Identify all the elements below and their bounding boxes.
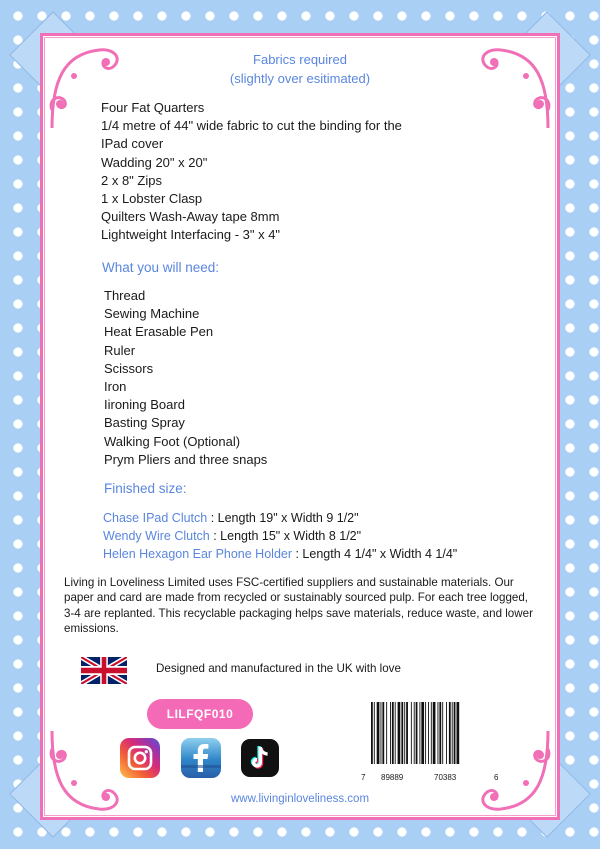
barcode-bar [390, 702, 391, 764]
barcode-bar [457, 702, 460, 764]
product-size: : Length 4 1/4" x Width 4 1/4" [292, 547, 458, 561]
list-item: Scissors [104, 360, 154, 376]
website-link[interactable]: www.livinginloveliness.com [230, 793, 370, 805]
list-item: 1/4 metre of 44" wide fabric to cut the binding for the [101, 118, 402, 134]
list-item: 2 x 8" Zips [101, 172, 162, 188]
need-heading: What you will need: [102, 260, 220, 275]
instagram-icon[interactable] [120, 738, 160, 778]
tiktok-icon[interactable] [241, 739, 279, 777]
barcode-digits: 70383 [434, 773, 457, 782]
barcode-bar [416, 702, 418, 764]
fabrics-subheading: (slightly over esitimated) [229, 71, 371, 86]
product-name: Chase IPad Clutch [103, 511, 208, 525]
barcode-bar [386, 702, 387, 764]
list-item: Heat Erasable Pen [104, 324, 214, 340]
need-list [104, 287, 267, 469]
barcode-bar [398, 702, 401, 764]
product-size: : Length 15" x Width 8 1/2" [209, 529, 362, 543]
fabrics-heading: Fabrics required [253, 52, 347, 67]
list-item: Wadding 20" x 20" [101, 154, 208, 170]
size-row [103, 547, 457, 561]
list-item: Four Fat Quarters [101, 100, 205, 115]
list-item: Iron [104, 379, 127, 395]
barcode-bar [454, 702, 456, 764]
barcode-bar [438, 702, 439, 764]
list-item: Ruler [104, 342, 136, 358]
barcode-bar [374, 702, 375, 764]
barcode-bar [428, 702, 429, 764]
product-code: LILFQF010 [166, 707, 234, 721]
barcode-bar [419, 702, 420, 764]
barcode-bar [371, 702, 373, 764]
list-item: 1 x Lobster Clasp [101, 191, 203, 207]
list-item: Quilters Wash-Away tape 8mm [101, 209, 280, 225]
barcode-bar [439, 702, 441, 764]
barcode-bar [377, 702, 380, 764]
product-name: Helen Hexagon Ear Phone Holder [103, 547, 293, 561]
finished-heading: Finished size: [104, 481, 187, 496]
list-item: Iironing Board [104, 397, 185, 413]
barcode-bar [421, 702, 424, 764]
barcode-bar [433, 702, 436, 764]
uk-flag-icon [81, 657, 127, 684]
barcode-bar [401, 702, 403, 764]
barcode-bar [452, 702, 453, 764]
barcode-bar [449, 702, 451, 764]
list-item: IPad cover [101, 136, 164, 152]
barcode-bar [431, 702, 432, 764]
barcode-bar [411, 702, 412, 764]
list-item: Sewing Machine [104, 306, 200, 322]
list-item: Walking Foot (Optional) [104, 433, 241, 449]
list-item: Prym Pliers and three snaps [104, 451, 268, 467]
barcode-bar [395, 702, 396, 764]
facebook-icon[interactable] [181, 738, 221, 778]
barcode-bar [392, 702, 394, 764]
made-in-uk-text: Designed and manufactured in the UK with love [156, 662, 401, 675]
fabrics-list [101, 99, 402, 245]
size-row [103, 511, 359, 525]
barcode-bar [404, 702, 405, 764]
barcode [369, 702, 489, 764]
barcode-bar [382, 702, 384, 764]
barcode-bar [425, 702, 426, 764]
list-item: Lightweight Interfacing - 3" x 4" [101, 227, 281, 243]
barcode-bar [406, 702, 408, 764]
size-row [103, 529, 361, 543]
barcode-digits: 89889 [381, 773, 404, 782]
list-item: Basting Spray [104, 415, 185, 431]
barcode-bar [414, 702, 415, 764]
list-item: Thread [104, 288, 146, 303]
barcode-digit: 7 [361, 773, 366, 782]
barcode-digit: 6 [494, 773, 499, 782]
barcode-bar [446, 702, 447, 764]
sustainability-text: Living in Loveliness Limited uses FSC-certified suppliers and sustainable materials. Our paper and card are made from recycled or sustainably sourced pulp. For each tree logged, 3-4 are replanted. This recyclable packaging helps save materials, reduce waste, and lower emissions. [64, 576, 533, 636]
barcode-bar [381, 702, 382, 764]
product-code-badge [147, 699, 253, 729]
product-size: : Length 19" x Width 9 1/2" [207, 511, 359, 525]
barcode-bar [442, 702, 443, 764]
product-name: Wendy Wire Clutch [103, 529, 210, 543]
